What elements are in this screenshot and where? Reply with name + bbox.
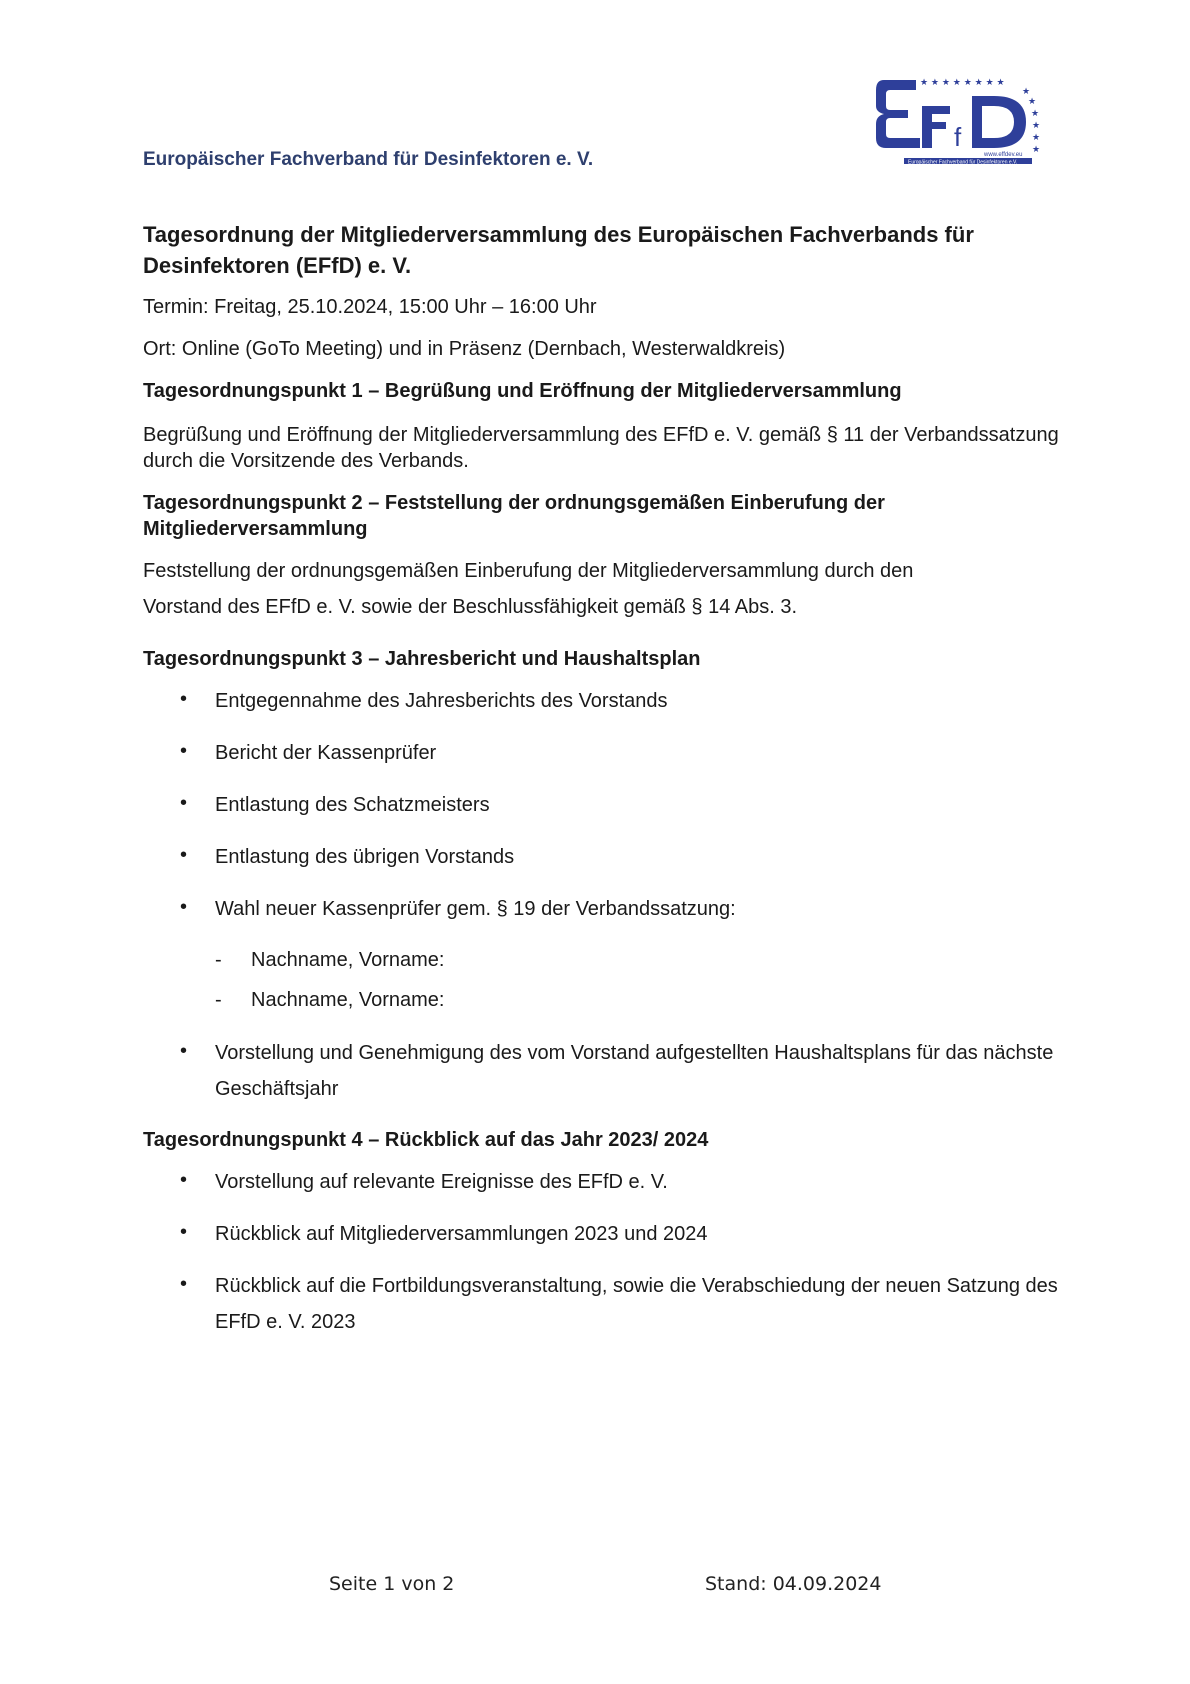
svg-text:★ ★ ★ ★ ★ ★ ★ ★: ★ ★ ★ ★ ★ ★ ★ ★ xyxy=(920,78,1005,88)
svg-text:★: ★ xyxy=(1022,87,1031,97)
list-item: Vorstellung und Genehmigung des vom Vorstand aufgestellten Haushaltsplans für das nächste Geschäftsjahr xyxy=(215,1042,1054,1100)
sub-list-item: Nachname, Vorname: xyxy=(251,949,445,971)
logo-f-big xyxy=(922,106,950,148)
agenda-item-3-heading: Tagesordnungspunkt 3 – Jahresbericht und Haushaltsplan xyxy=(143,648,701,670)
logo-website: www.effdev.eu xyxy=(984,152,1023,158)
dash-icon: - xyxy=(215,989,222,1011)
bullet-icon: • xyxy=(180,1169,188,1191)
logo-f-small: f xyxy=(954,122,962,152)
logo-e-shape xyxy=(876,80,920,148)
sub-list-item: Nachname, Vorname: xyxy=(251,989,445,1011)
bullet-icon: • xyxy=(180,688,188,710)
meeting-date: Termin: Freitag, 25.10.2024, 15:00 Uhr – 16:00 Uhr xyxy=(143,296,597,318)
bullet-icon: • xyxy=(180,1273,188,1295)
agenda-item-2-text-line1: Feststellung der ordnungsgemäßen Einberufung der Mitgliederversammlung durch den xyxy=(143,560,914,582)
bullet-icon: • xyxy=(180,844,188,866)
agenda-item-2-text-line2: Vorstand des EFfD e. V. sowie der Beschlussfähigkeit gemäß § 14 Abs. 3. xyxy=(143,596,798,618)
agenda-item-1-text: Begrüßung und Eröffnung der Mitgliederversammlung des EFfD e. V. gemäß § 11 der Verbandssatzung durch die Vorsitzende des Verbands. xyxy=(143,424,1059,472)
svg-text:★: ★ xyxy=(1032,133,1041,143)
bullet-icon: • xyxy=(180,1221,188,1243)
list-item: Entlastung des übrigen Vorstands xyxy=(215,846,515,868)
organization-name: Europäischer Fachverband für Desinfektoren e. V. xyxy=(143,149,594,170)
agenda-item-4-heading: Tagesordnungspunkt 4 – Rückblick auf das Jahr 2023/ 2024 xyxy=(143,1129,709,1151)
list-item: Wahl neuer Kassenprüfer gem. § 19 der Verbandssatzung: xyxy=(215,898,736,920)
list-item: Rückblick auf die Fortbildungsveranstaltung, sowie die Verabschiedung der neuen Satzung des EFfD e. V. 2023 xyxy=(215,1275,1058,1333)
svg-text:★: ★ xyxy=(1031,109,1040,119)
logo-d-shape xyxy=(972,96,1026,148)
dash-icon: - xyxy=(215,949,222,971)
list-item: Entgegennahme des Jahresberichts des Vorstands xyxy=(215,690,668,712)
list-item: Vorstellung auf relevante Ereignisse des EFfD e. V. xyxy=(215,1171,668,1193)
agenda-item-1-heading: Tagesordnungspunkt 1 – Begrüßung und Eröffnung der Mitgliederversammlung xyxy=(143,380,902,402)
bullet-icon: • xyxy=(180,740,188,762)
page-number: Seite 1 von 2 xyxy=(329,1573,455,1595)
bullet-icon: • xyxy=(180,1040,188,1062)
document-date: Stand: 04.09.2024 xyxy=(705,1573,882,1595)
svg-text:★: ★ xyxy=(1028,97,1037,107)
list-item: Entlastung des Schatzmeisters xyxy=(215,794,490,816)
bullet-icon: • xyxy=(180,792,188,814)
agenda-item-2-heading: Tagesordnungspunkt 2 – Feststellung der ordnungsgemäßen Einberufung der Mitgliederversammlung xyxy=(143,492,885,540)
logo-graphic xyxy=(876,76,1046,164)
bullet-icon: • xyxy=(180,896,188,918)
svg-text:★: ★ xyxy=(1032,145,1041,155)
logo-tagline: Europäischer Fachverband für Desinfektoren e.V. xyxy=(908,159,1018,164)
document-title: Tagesordnung der Mitgliederversammlung des Europäischen Fachverbands für Desinfektoren (EFfD) e. V. xyxy=(143,222,974,278)
svg-text:★: ★ xyxy=(1032,121,1041,131)
meeting-location: Ort: Online (GoTo Meeting) und in Präsenz (Dernbach, Westerwaldkreis) xyxy=(143,338,786,360)
list-item: Bericht der Kassenprüfer xyxy=(215,742,437,764)
effd-logo xyxy=(876,76,1046,164)
list-item: Rückblick auf Mitgliederversammlungen 2023 und 2024 xyxy=(215,1223,708,1245)
